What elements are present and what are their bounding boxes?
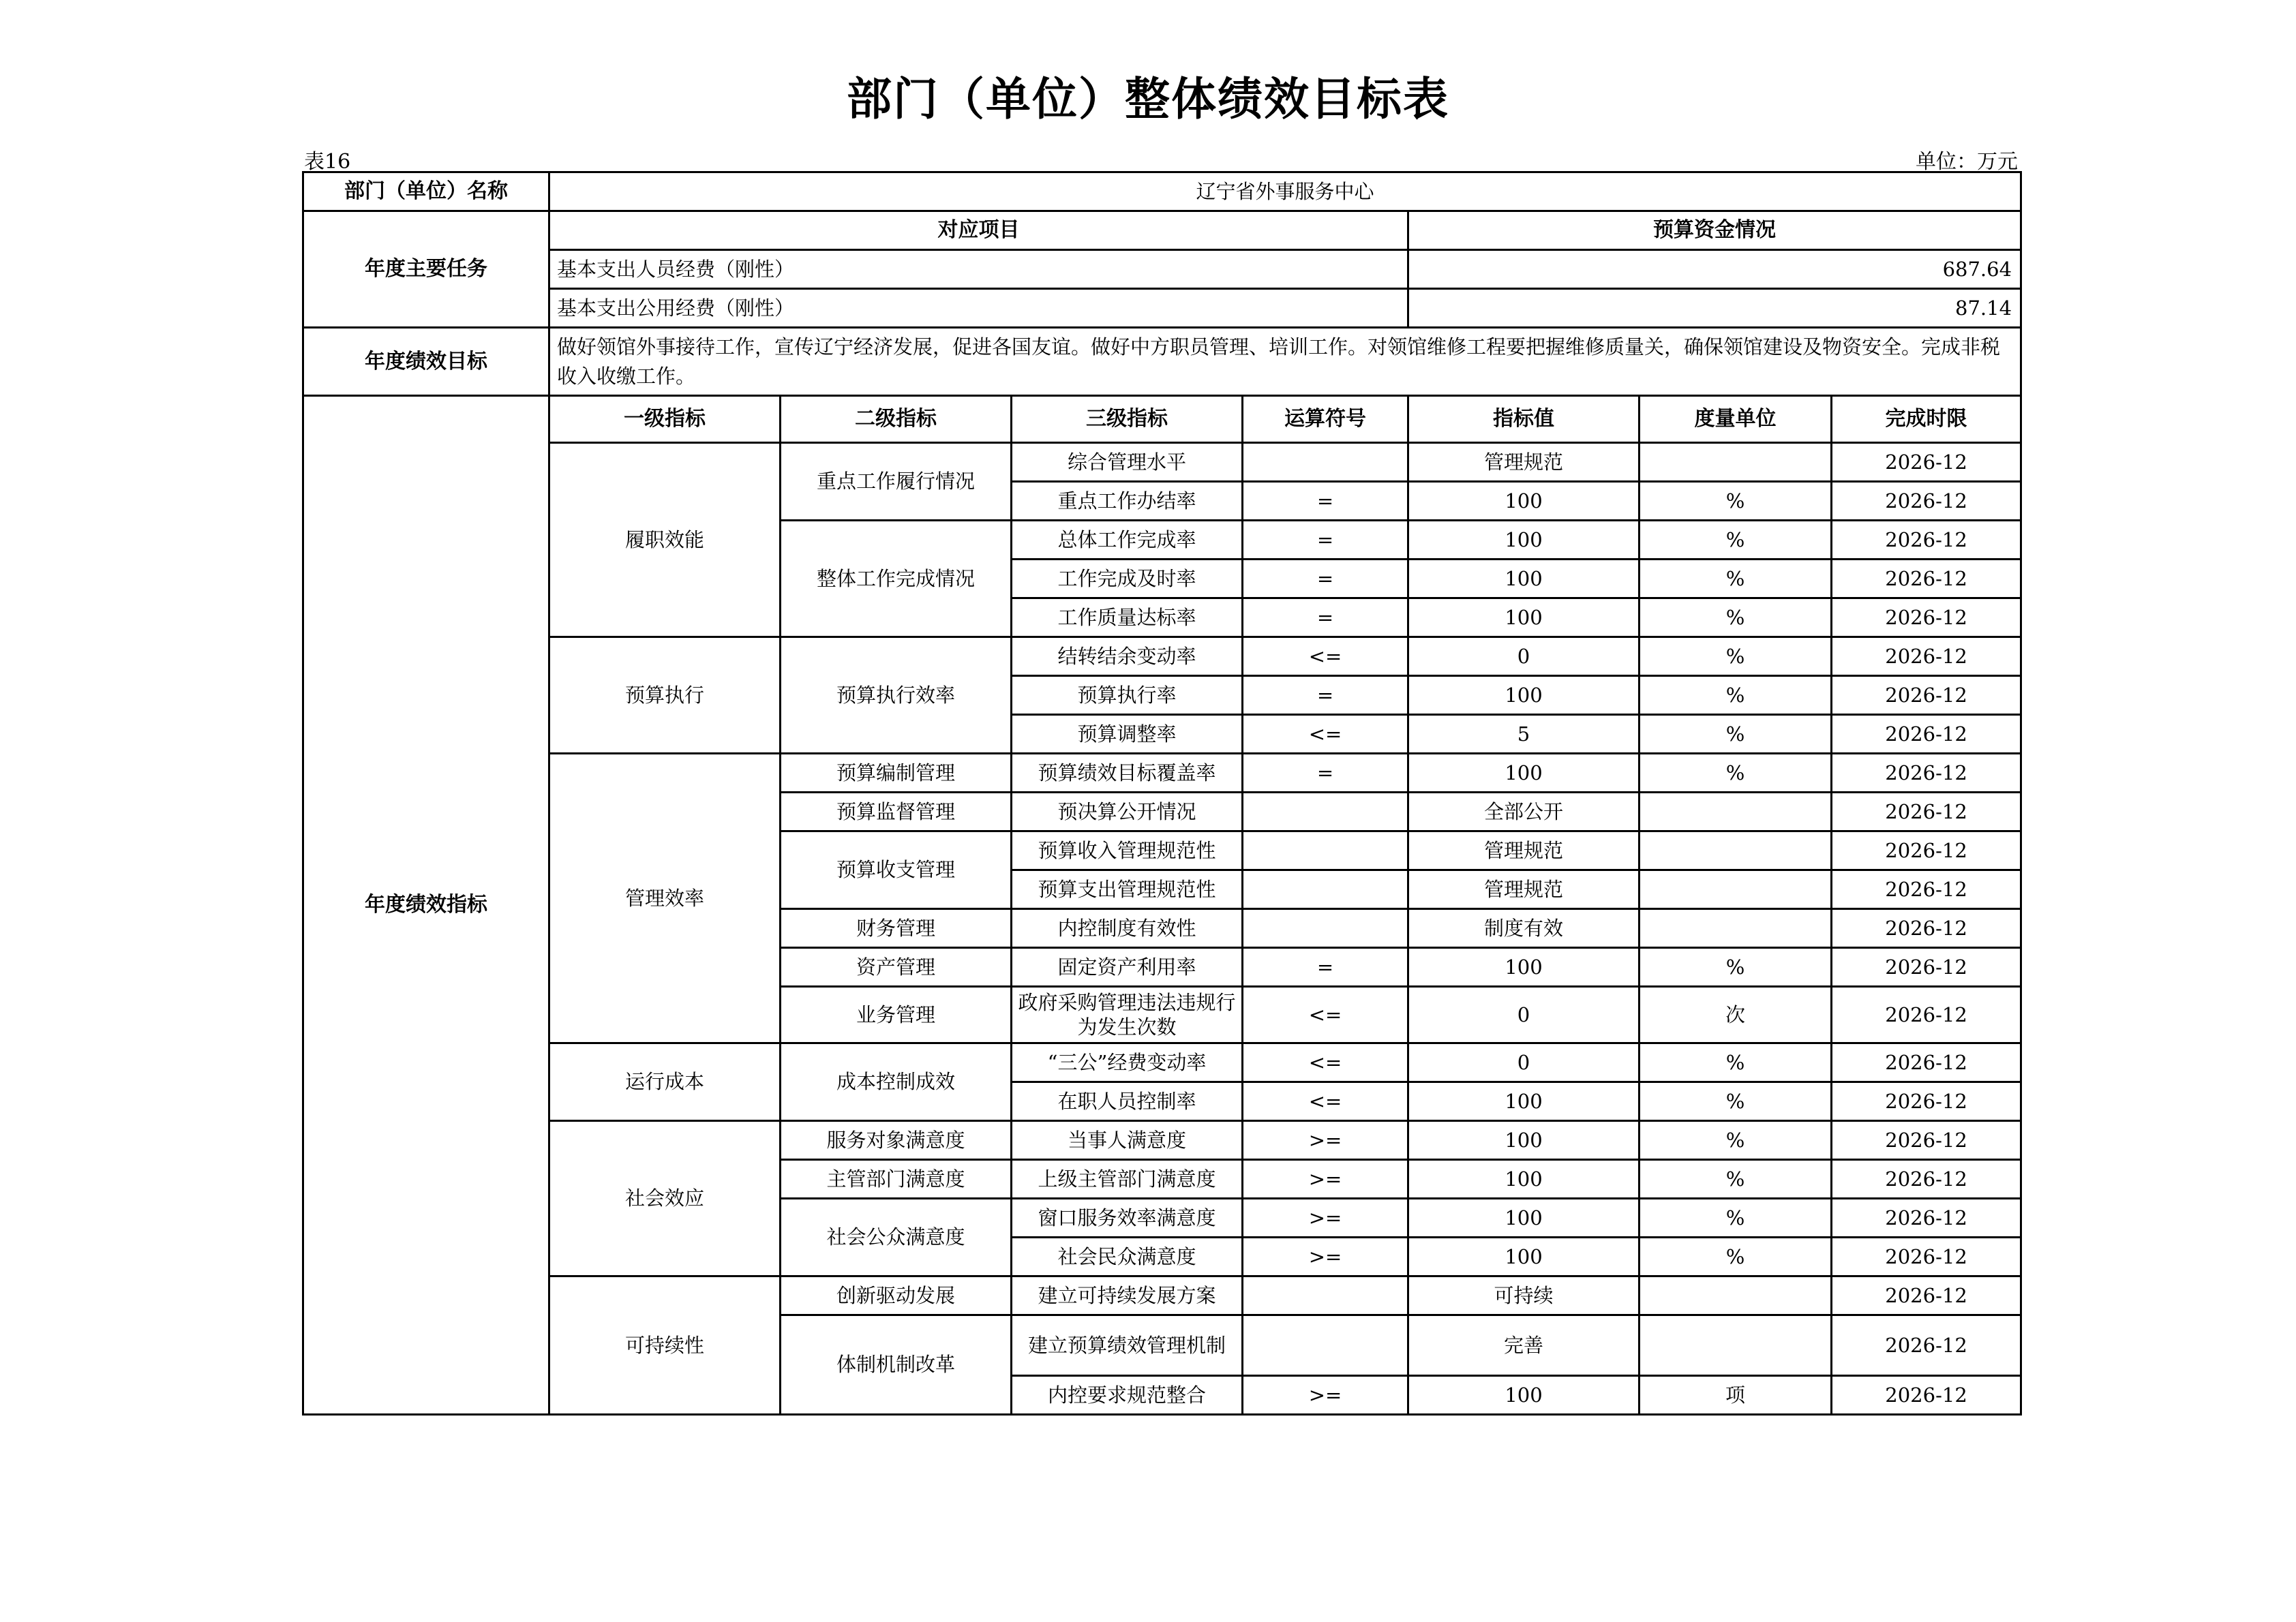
level3-indicator: 建立可持续发展方案 [1012, 1276, 1243, 1315]
operator: >= [1243, 1376, 1408, 1415]
indicator-header-row [303, 396, 2021, 443]
operator: = [1243, 676, 1408, 715]
level3-indicator: 预决算公开情况 [1012, 793, 1243, 831]
level2-indicator: 重点工作履行情况 [781, 443, 1012, 521]
header-l2: 二级指标 [781, 396, 1012, 443]
level3-indicator: 内控要求规范整合 [1012, 1376, 1243, 1415]
operator: = [1243, 948, 1408, 987]
indicators-label: 年度绩效指标 [303, 396, 549, 1415]
deadline: 2026-12 [1832, 987, 2021, 1043]
target-value: 100 [1408, 521, 1640, 560]
operator: >= [1243, 1238, 1408, 1276]
measure-unit: % [1640, 1043, 1832, 1082]
level2-indicator: 主管部门满意度 [781, 1160, 1012, 1199]
measure-unit: % [1640, 1238, 1832, 1276]
deadline: 2026-12 [1832, 1043, 2021, 1082]
dept-row [303, 172, 2021, 211]
measure-unit: % [1640, 754, 1832, 793]
level3-indicator: 预算收入管理规范性 [1012, 831, 1243, 870]
level3-indicator: 重点工作办结率 [1012, 482, 1243, 521]
level1-indicator: 履职效能 [549, 443, 781, 637]
target-value: 100 [1408, 1376, 1640, 1415]
measure-unit: % [1640, 1199, 1832, 1238]
level3-indicator: 结转结余变动率 [1012, 637, 1243, 676]
operator [1243, 1315, 1408, 1376]
tasks-header-row [303, 211, 2021, 250]
level2-indicator: 业务管理 [781, 987, 1012, 1043]
target-value: 100 [1408, 676, 1640, 715]
operator [1243, 1276, 1408, 1315]
deadline: 2026-12 [1832, 1238, 2021, 1276]
tasks-label: 年度主要任务 [303, 211, 549, 328]
deadline: 2026-12 [1832, 1082, 2021, 1121]
indicator-row [303, 1121, 2021, 1160]
level2-indicator: 创新驱动发展 [781, 1276, 1012, 1315]
level3-indicator: 预算绩效目标覆盖率 [1012, 754, 1243, 793]
deadline: 2026-12 [1832, 560, 2021, 598]
target-value: 100 [1408, 1160, 1640, 1199]
deadline: 2026-12 [1832, 1376, 2021, 1415]
target-value: 100 [1408, 560, 1640, 598]
deadline: 2026-12 [1832, 1315, 2021, 1376]
deadline: 2026-12 [1832, 598, 2021, 637]
operator [1243, 831, 1408, 870]
indicator-row [303, 754, 2021, 793]
performance-table [302, 171, 2022, 1416]
level1-indicator: 社会效应 [549, 1121, 781, 1276]
deadline: 2026-12 [1832, 1276, 2021, 1315]
goal-row [303, 328, 2021, 396]
measure-unit [1640, 443, 1832, 482]
measure-unit: % [1640, 482, 1832, 521]
operator: <= [1243, 1043, 1408, 1082]
deadline: 2026-12 [1832, 1199, 2021, 1238]
operator: <= [1243, 1082, 1408, 1121]
dept-value: 辽宁省外事服务中心 [549, 172, 2021, 211]
level2-indicator: 服务对象满意度 [781, 1121, 1012, 1160]
operator: = [1243, 482, 1408, 521]
task-row [303, 289, 2021, 328]
deadline: 2026-12 [1832, 521, 2021, 560]
deadline: 2026-12 [1832, 482, 2021, 521]
target-value: 0 [1408, 637, 1640, 676]
target-value: 可持续 [1408, 1276, 1640, 1315]
level1-indicator: 可持续性 [549, 1276, 781, 1415]
header-unit: 度量单位 [1640, 396, 1832, 443]
target-value: 0 [1408, 1043, 1640, 1082]
deadline: 2026-12 [1832, 831, 2021, 870]
operator: <= [1243, 715, 1408, 754]
target-value: 100 [1408, 598, 1640, 637]
target-value: 100 [1408, 1121, 1640, 1160]
target-value: 100 [1408, 948, 1640, 987]
target-value: 100 [1408, 1082, 1640, 1121]
header-op: 运算符号 [1243, 396, 1408, 443]
target-value: 管理规范 [1408, 870, 1640, 909]
deadline: 2026-12 [1832, 754, 2021, 793]
operator: <= [1243, 987, 1408, 1043]
task-item: 基本支出公用经费（刚性） [549, 289, 1408, 328]
level3-indicator: 内控制度有效性 [1012, 909, 1243, 948]
operator: <= [1243, 637, 1408, 676]
operator: >= [1243, 1160, 1408, 1199]
measure-unit: % [1640, 1121, 1832, 1160]
operator: >= [1243, 1199, 1408, 1238]
level2-indicator: 预算监督管理 [781, 793, 1012, 831]
operator: >= [1243, 1121, 1408, 1160]
target-value: 100 [1408, 1238, 1640, 1276]
header-l3: 三级指标 [1012, 396, 1243, 443]
operator: = [1243, 598, 1408, 637]
deadline: 2026-12 [1832, 909, 2021, 948]
level1-indicator: 预算执行 [549, 637, 781, 754]
deadline: 2026-12 [1832, 443, 2021, 482]
table-number: 表16 [304, 150, 351, 174]
level3-indicator: 综合管理水平 [1012, 443, 1243, 482]
level3-indicator: 总体工作完成率 [1012, 521, 1243, 560]
indicator-row [303, 1276, 2021, 1315]
operator: = [1243, 754, 1408, 793]
task-row [303, 250, 2021, 289]
level1-indicator: 运行成本 [549, 1043, 781, 1121]
measure-unit: % [1640, 676, 1832, 715]
target-value: 全部公开 [1408, 793, 1640, 831]
level2-indicator: 社会公众满意度 [781, 1199, 1012, 1276]
header-l1: 一级指标 [549, 396, 781, 443]
measure-unit: % [1640, 637, 1832, 676]
level3-indicator: 政府采购管理违法违规行为发生次数 [1012, 987, 1243, 1043]
deadline: 2026-12 [1832, 676, 2021, 715]
measure-unit: 次 [1640, 987, 1832, 1043]
operator [1243, 909, 1408, 948]
measure-unit: % [1640, 948, 1832, 987]
level2-indicator: 资产管理 [781, 948, 1012, 987]
level3-indicator: 窗口服务效率满意度 [1012, 1199, 1243, 1238]
operator [1243, 793, 1408, 831]
level2-indicator: 体制机制改革 [781, 1315, 1012, 1415]
target-value: 管理规范 [1408, 831, 1640, 870]
header-due: 完成时限 [1832, 396, 2021, 443]
level3-indicator: 当事人满意度 [1012, 1121, 1243, 1160]
operator: = [1243, 560, 1408, 598]
measure-unit [1640, 870, 1832, 909]
target-value: 0 [1408, 987, 1640, 1043]
task-amount: 87.14 [1408, 289, 2021, 328]
target-value: 完善 [1408, 1315, 1640, 1376]
indicator-row [303, 637, 2021, 676]
header-value: 指标值 [1408, 396, 1640, 443]
measure-unit: % [1640, 715, 1832, 754]
goal-label: 年度绩效目标 [303, 328, 549, 396]
level2-indicator: 预算收支管理 [781, 831, 1012, 909]
measure-unit [1640, 793, 1832, 831]
measure-unit: % [1640, 560, 1832, 598]
page-title: 部门（单位）整体绩效目标表 [847, 73, 1449, 125]
level3-indicator: 固定资产利用率 [1012, 948, 1243, 987]
level3-indicator: 上级主管部门满意度 [1012, 1160, 1243, 1199]
goal-text: 做好领馆外事接待工作，宣传辽宁经济发展，促进各国友谊。做好中方职员管理、培训工作。对领馆维修工程要把握维修质量关，确保领馆建设及物资安全。完成非税收入收缴工作。 [549, 328, 2021, 396]
target-value: 100 [1408, 754, 1640, 793]
operator: = [1243, 521, 1408, 560]
measure-unit [1640, 831, 1832, 870]
measure-unit [1640, 1315, 1832, 1376]
level2-indicator: 整体工作完成情况 [781, 521, 1012, 637]
target-value: 管理规范 [1408, 443, 1640, 482]
target-value: 5 [1408, 715, 1640, 754]
task-amount: 687.64 [1408, 250, 2021, 289]
level3-indicator: “三公”经费变动率 [1012, 1043, 1243, 1082]
level3-indicator: 工作完成及时率 [1012, 560, 1243, 598]
target-value: 制度有效 [1408, 909, 1640, 948]
deadline: 2026-12 [1832, 1121, 2021, 1160]
tasks-col-item: 对应项目 [549, 211, 1408, 250]
level3-indicator: 预算支出管理规范性 [1012, 870, 1243, 909]
level1-indicator: 管理效率 [549, 754, 781, 1043]
measure-unit [1640, 1276, 1832, 1315]
measure-unit: % [1640, 1082, 1832, 1121]
unit-label: 单位：万元 [1916, 150, 2018, 174]
measure-unit: 项 [1640, 1376, 1832, 1415]
measure-unit: % [1640, 598, 1832, 637]
level2-indicator: 预算执行效率 [781, 637, 1012, 754]
task-item: 基本支出人员经费（刚性） [549, 250, 1408, 289]
deadline: 2026-12 [1832, 870, 2021, 909]
operator [1243, 870, 1408, 909]
deadline: 2026-12 [1832, 637, 2021, 676]
level2-indicator: 预算编制管理 [781, 754, 1012, 793]
target-value: 100 [1408, 1199, 1640, 1238]
level2-indicator: 财务管理 [781, 909, 1012, 948]
deadline: 2026-12 [1832, 1160, 2021, 1199]
dept-label: 部门（单位）名称 [303, 172, 549, 211]
level3-indicator: 建立预算绩效管理机制 [1012, 1315, 1243, 1376]
indicator-row [303, 443, 2021, 482]
level3-indicator: 在职人员控制率 [1012, 1082, 1243, 1121]
operator [1243, 443, 1408, 482]
measure-unit: % [1640, 521, 1832, 560]
measure-unit: % [1640, 1160, 1832, 1199]
deadline: 2026-12 [1832, 948, 2021, 987]
level3-indicator: 预算执行率 [1012, 676, 1243, 715]
target-value: 100 [1408, 482, 1640, 521]
level3-indicator: 工作质量达标率 [1012, 598, 1243, 637]
deadline: 2026-12 [1832, 715, 2021, 754]
level2-indicator: 成本控制成效 [781, 1043, 1012, 1121]
deadline: 2026-12 [1832, 793, 2021, 831]
level3-indicator: 社会民众满意度 [1012, 1238, 1243, 1276]
indicator-row [303, 1043, 2021, 1082]
tasks-col-budget: 预算资金情况 [1408, 211, 2021, 250]
level3-indicator: 预算调整率 [1012, 715, 1243, 754]
measure-unit [1640, 909, 1832, 948]
